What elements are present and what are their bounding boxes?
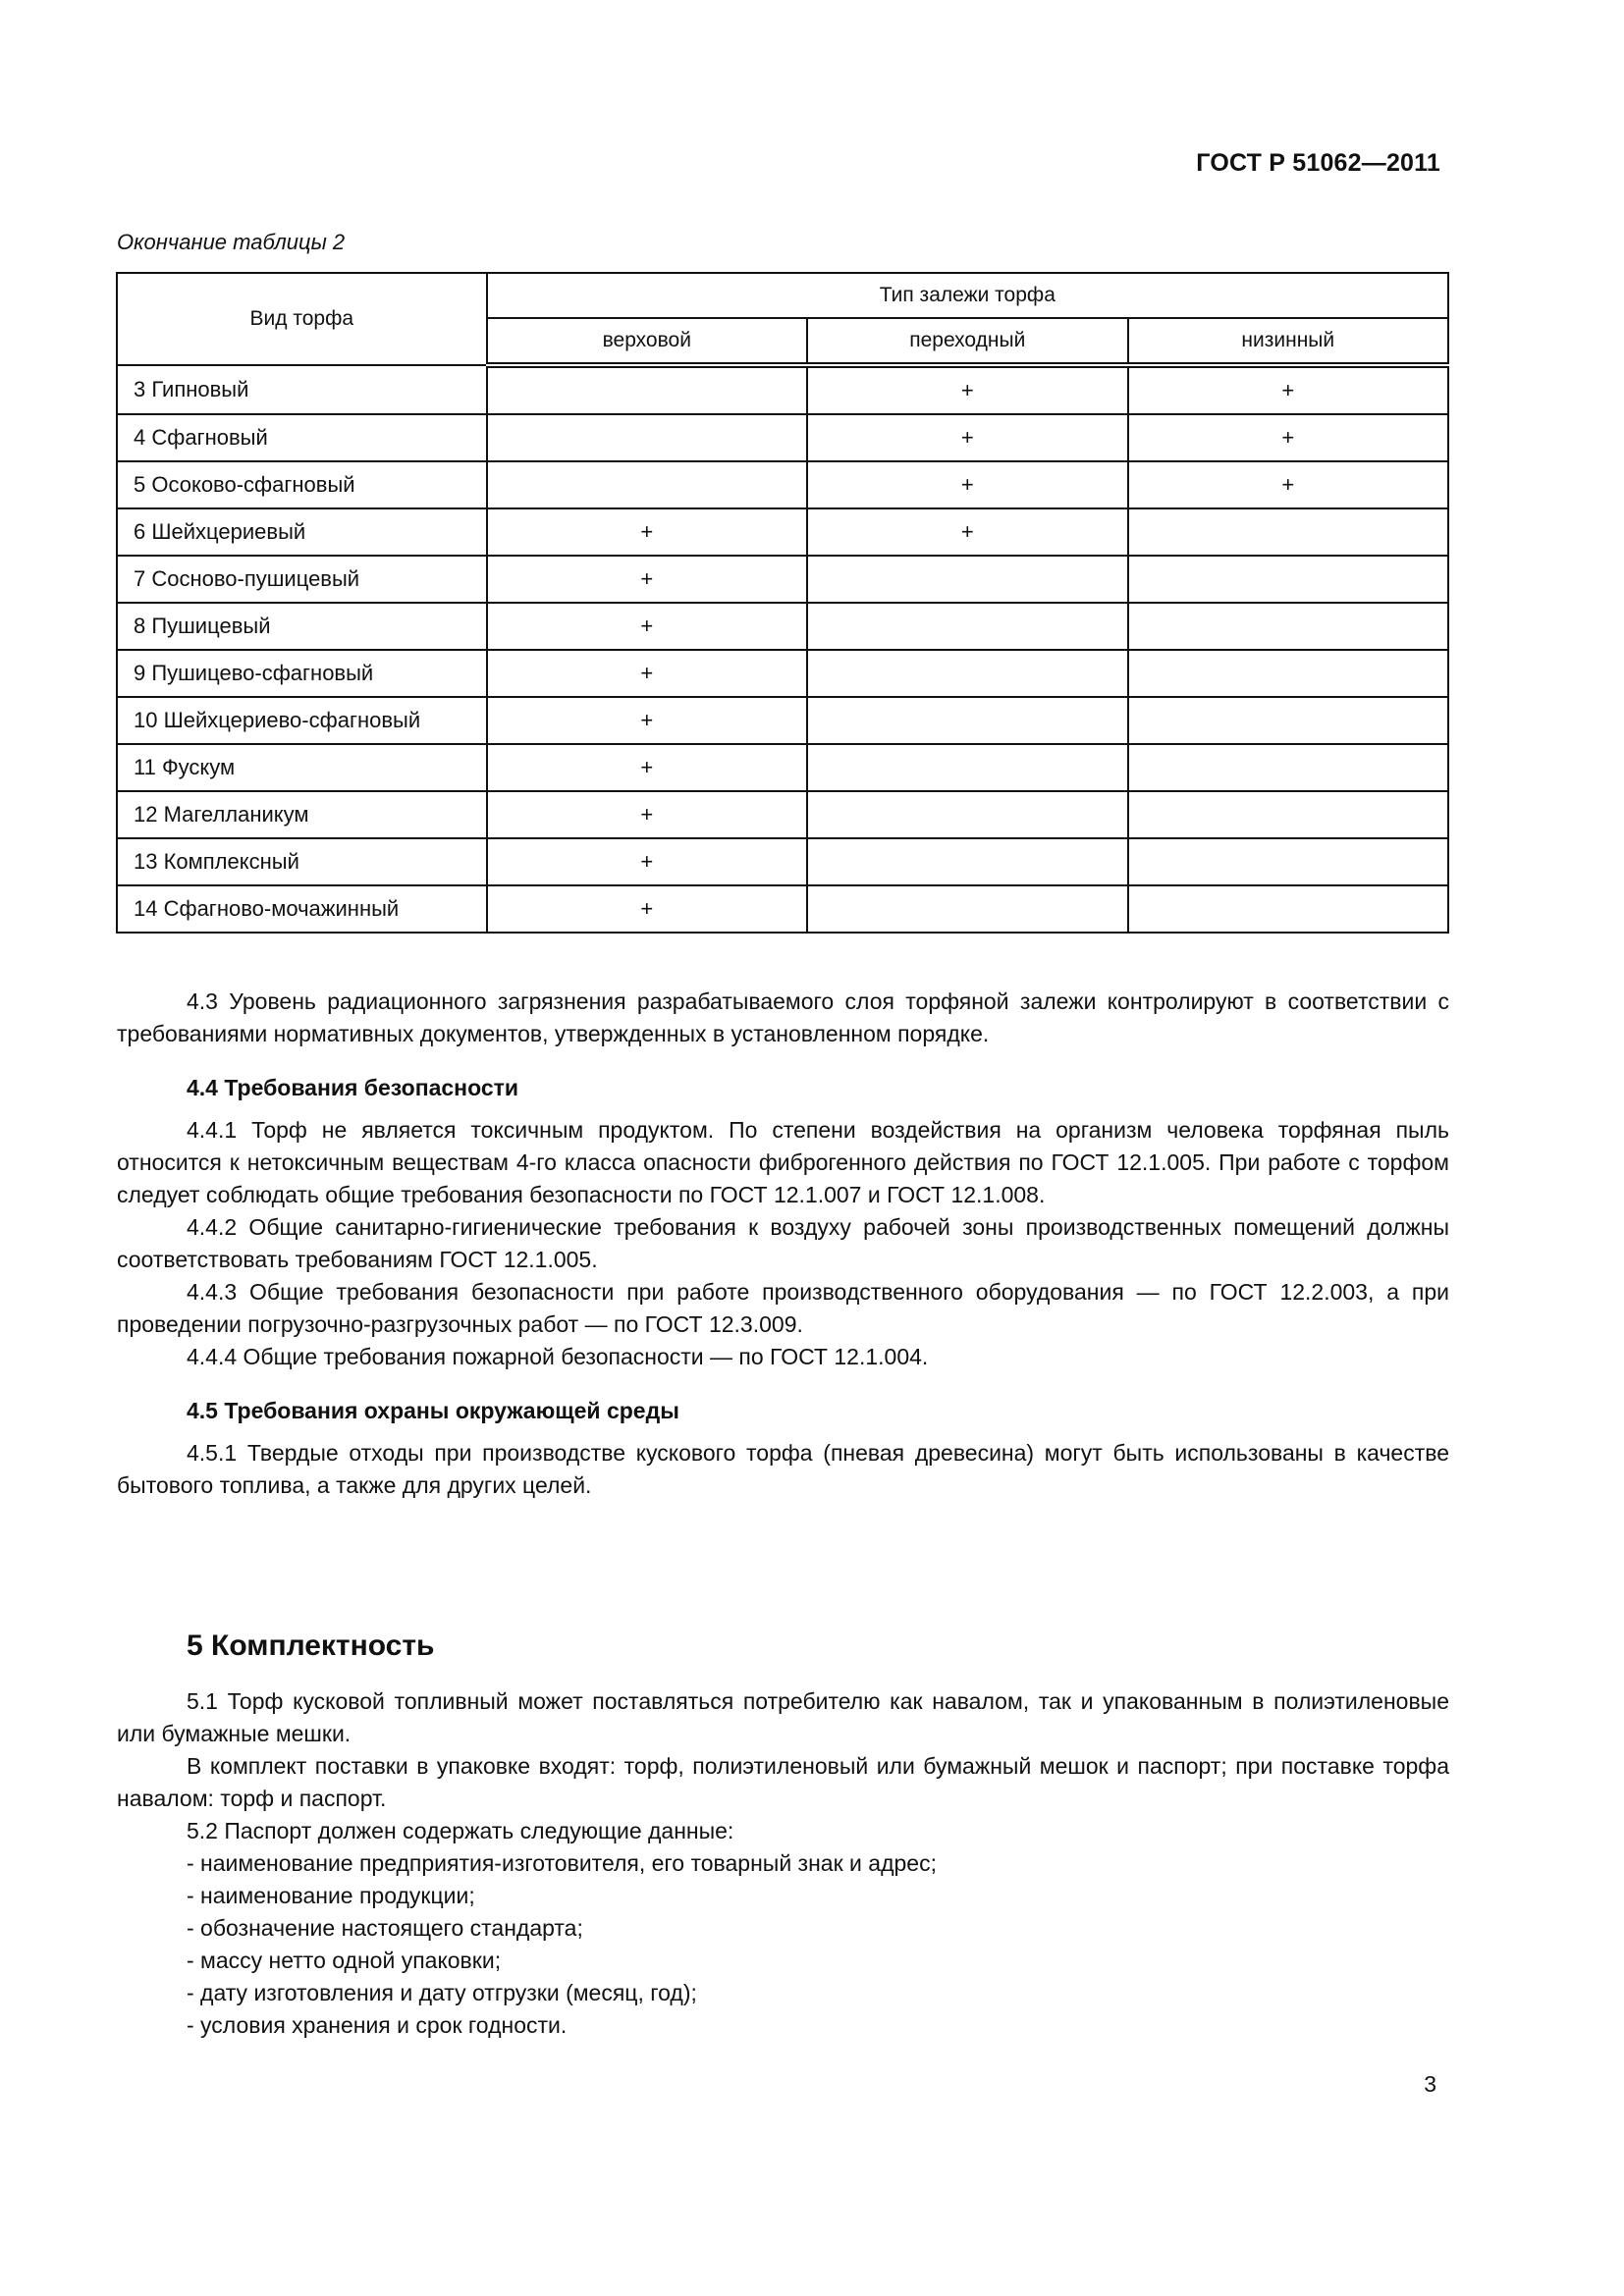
peat-kind-cell: 6 Шейхцериевый xyxy=(117,508,487,556)
mark-cell xyxy=(1128,838,1448,885)
column-header-upland: верховой xyxy=(487,318,807,365)
paragraph-5-2: 5.2 Паспорт должен содержать следующие данные: xyxy=(187,1818,734,1843)
table-row xyxy=(117,414,1448,461)
table-row xyxy=(117,508,1448,556)
list-item: - дату изготовления и дату отгрузки (месяц, год); xyxy=(187,1980,697,2005)
mark-cell xyxy=(1128,697,1448,744)
peat-kind-cell: 4 Сфагновый xyxy=(117,414,487,461)
peat-type-table xyxy=(116,272,1449,934)
table-row xyxy=(117,603,1448,650)
heading-4-4: 4.4 Требования безопасности xyxy=(187,1075,519,1100)
mark-cell xyxy=(1128,650,1448,697)
table-caption: Окончание таблицы 2 xyxy=(117,230,346,254)
mark-cell xyxy=(807,603,1128,650)
heading-4-5: 4.5 Требования охраны окружающей среды xyxy=(187,1398,679,1423)
column-group-header-deposit-type: Тип залежи торфа xyxy=(487,273,1448,318)
mark-cell: + xyxy=(807,461,1128,508)
mark-cell xyxy=(807,838,1128,885)
table-row xyxy=(117,365,1448,414)
table-header-row xyxy=(117,273,1448,318)
column-header-transitional: переходный xyxy=(807,318,1128,365)
heading-section-5: 5 Комплектность xyxy=(187,1629,435,1662)
mark-cell: + xyxy=(487,556,807,603)
paragraph-4-3: 4.3 Уровень радиационного загрязнения разрабатываемого слоя торфяной залежи контролируют в соответствии с требованиями нормативных документов, утвержденных в установленном порядке. xyxy=(117,988,1449,1046)
mark-cell: + xyxy=(487,885,807,933)
mark-cell xyxy=(1128,791,1448,838)
peat-kind-cell: 3 Гипновый xyxy=(117,365,487,414)
table-row xyxy=(117,791,1448,838)
list-item: - условия хранения и срок годности. xyxy=(187,2012,568,2038)
mark-cell: + xyxy=(1128,365,1448,414)
mark-cell xyxy=(1128,556,1448,603)
paragraph-4-4-4: 4.4.4 Общие требования пожарной безопасности — по ГОСТ 12.1.004. xyxy=(187,1344,929,1369)
mark-cell: + xyxy=(487,838,807,885)
peat-kind-cell: 7 Сосново-пушицевый xyxy=(117,556,487,603)
mark-cell: + xyxy=(1128,414,1448,461)
paragraph-4-5-1: 4.5.1 Твердые отходы при производстве кускового торфа (пневая древесина) могут быть использованы в качестве бытового топлива, а также для других целей. xyxy=(117,1440,1449,1498)
list-item: - наименование предприятия-изготовителя, его товарный знак и адрес; xyxy=(187,1850,937,1876)
paragraph-5-1-supply: В комплект поставки в упаковке входят: торф, полиэтиленовый или бумажный мешок и паспорт; при поставке торфа навалом: торф и паспорт. xyxy=(117,1753,1449,1811)
peat-kind-cell: 13 Комплексный xyxy=(117,838,487,885)
mark-cell: + xyxy=(487,791,807,838)
peat-kind-cell: 12 Магелланикум xyxy=(117,791,487,838)
table-row xyxy=(117,650,1448,697)
mark-cell: + xyxy=(487,508,807,556)
mark-cell: + xyxy=(1128,461,1448,508)
paragraph-4-4-1: 4.4.1 Торф не является токсичным продуктом. По степени воздействия на организм человека торфяная пыль относится к нетоксичным веществам 4-го класса опасности фиброгенного действия по ГОСТ 12.1.005. При работе с торфом следует соблюдать общие требования безопасности по ГОСТ 12.1.007 и ГОСТ 12.1.008. xyxy=(117,1117,1449,1207)
peat-kind-cell: 11 Фускум xyxy=(117,744,487,791)
mark-cell: + xyxy=(807,414,1128,461)
mark-cell xyxy=(487,461,807,508)
list-item: - массу нетто одной упаковки; xyxy=(187,1948,502,1973)
section-5-text xyxy=(117,1629,1449,2042)
list-item: - обозначение настоящего стандарта; xyxy=(187,1915,583,1941)
mark-cell xyxy=(487,414,807,461)
mark-cell xyxy=(1128,885,1448,933)
mark-cell xyxy=(1128,508,1448,556)
mark-cell xyxy=(807,885,1128,933)
mark-cell xyxy=(807,650,1128,697)
mark-cell xyxy=(1128,744,1448,791)
mark-cell: + xyxy=(807,365,1128,414)
table-row xyxy=(117,885,1448,933)
mark-cell xyxy=(807,744,1128,791)
document-id-header: ГОСТ Р 51062—2011 xyxy=(1196,149,1440,177)
section-4-text xyxy=(117,986,1449,1502)
peat-kind-cell: 5 Осоково-сфагновый xyxy=(117,461,487,508)
peat-kind-cell: 8 Пушицевый xyxy=(117,603,487,650)
table-row xyxy=(117,838,1448,885)
list-item: - наименование продукции; xyxy=(187,1883,475,1908)
table-row xyxy=(117,697,1448,744)
column-header-peat-kind: Вид торфа xyxy=(117,273,487,365)
peat-kind-cell: 9 Пушицево-сфагновый xyxy=(117,650,487,697)
table-row xyxy=(117,556,1448,603)
mark-cell: + xyxy=(807,508,1128,556)
mark-cell: + xyxy=(487,697,807,744)
peat-kind-cell: 14 Сфагново-мочажинный xyxy=(117,885,487,933)
paragraph-5-1: 5.1 Торф кусковой топливный может поставляться потребителю как навалом, так и упакованным в полиэтиленовые или бумажные мешки. xyxy=(117,1688,1449,1746)
peat-kind-cell: 10 Шейхцериево-сфагновый xyxy=(117,697,487,744)
mark-cell xyxy=(1128,603,1448,650)
mark-cell: + xyxy=(487,650,807,697)
passport-data-list xyxy=(117,1847,1449,2042)
mark-cell xyxy=(807,697,1128,744)
table-row xyxy=(117,461,1448,508)
mark-cell xyxy=(487,365,807,414)
column-header-lowland: низинный xyxy=(1128,318,1448,365)
paragraph-4-4-2: 4.4.2 Общие санитарно-гигиенические требования к воздуху рабочей зоны производственных помещений должны соответствовать требованиям ГОСТ 12.1.005. xyxy=(117,1214,1449,1272)
table-row xyxy=(117,744,1448,791)
mark-cell xyxy=(807,791,1128,838)
paragraph-4-4-3: 4.4.3 Общие требования безопасности при работе производственного оборудования — по ГОСТ 12.2.003, а при проведении погрузочно-разгрузочных работ — по ГОСТ 12.3.009. xyxy=(117,1279,1449,1337)
mark-cell xyxy=(807,556,1128,603)
mark-cell: + xyxy=(487,744,807,791)
mark-cell: + xyxy=(487,603,807,650)
page-number: 3 xyxy=(1424,2071,1436,2097)
